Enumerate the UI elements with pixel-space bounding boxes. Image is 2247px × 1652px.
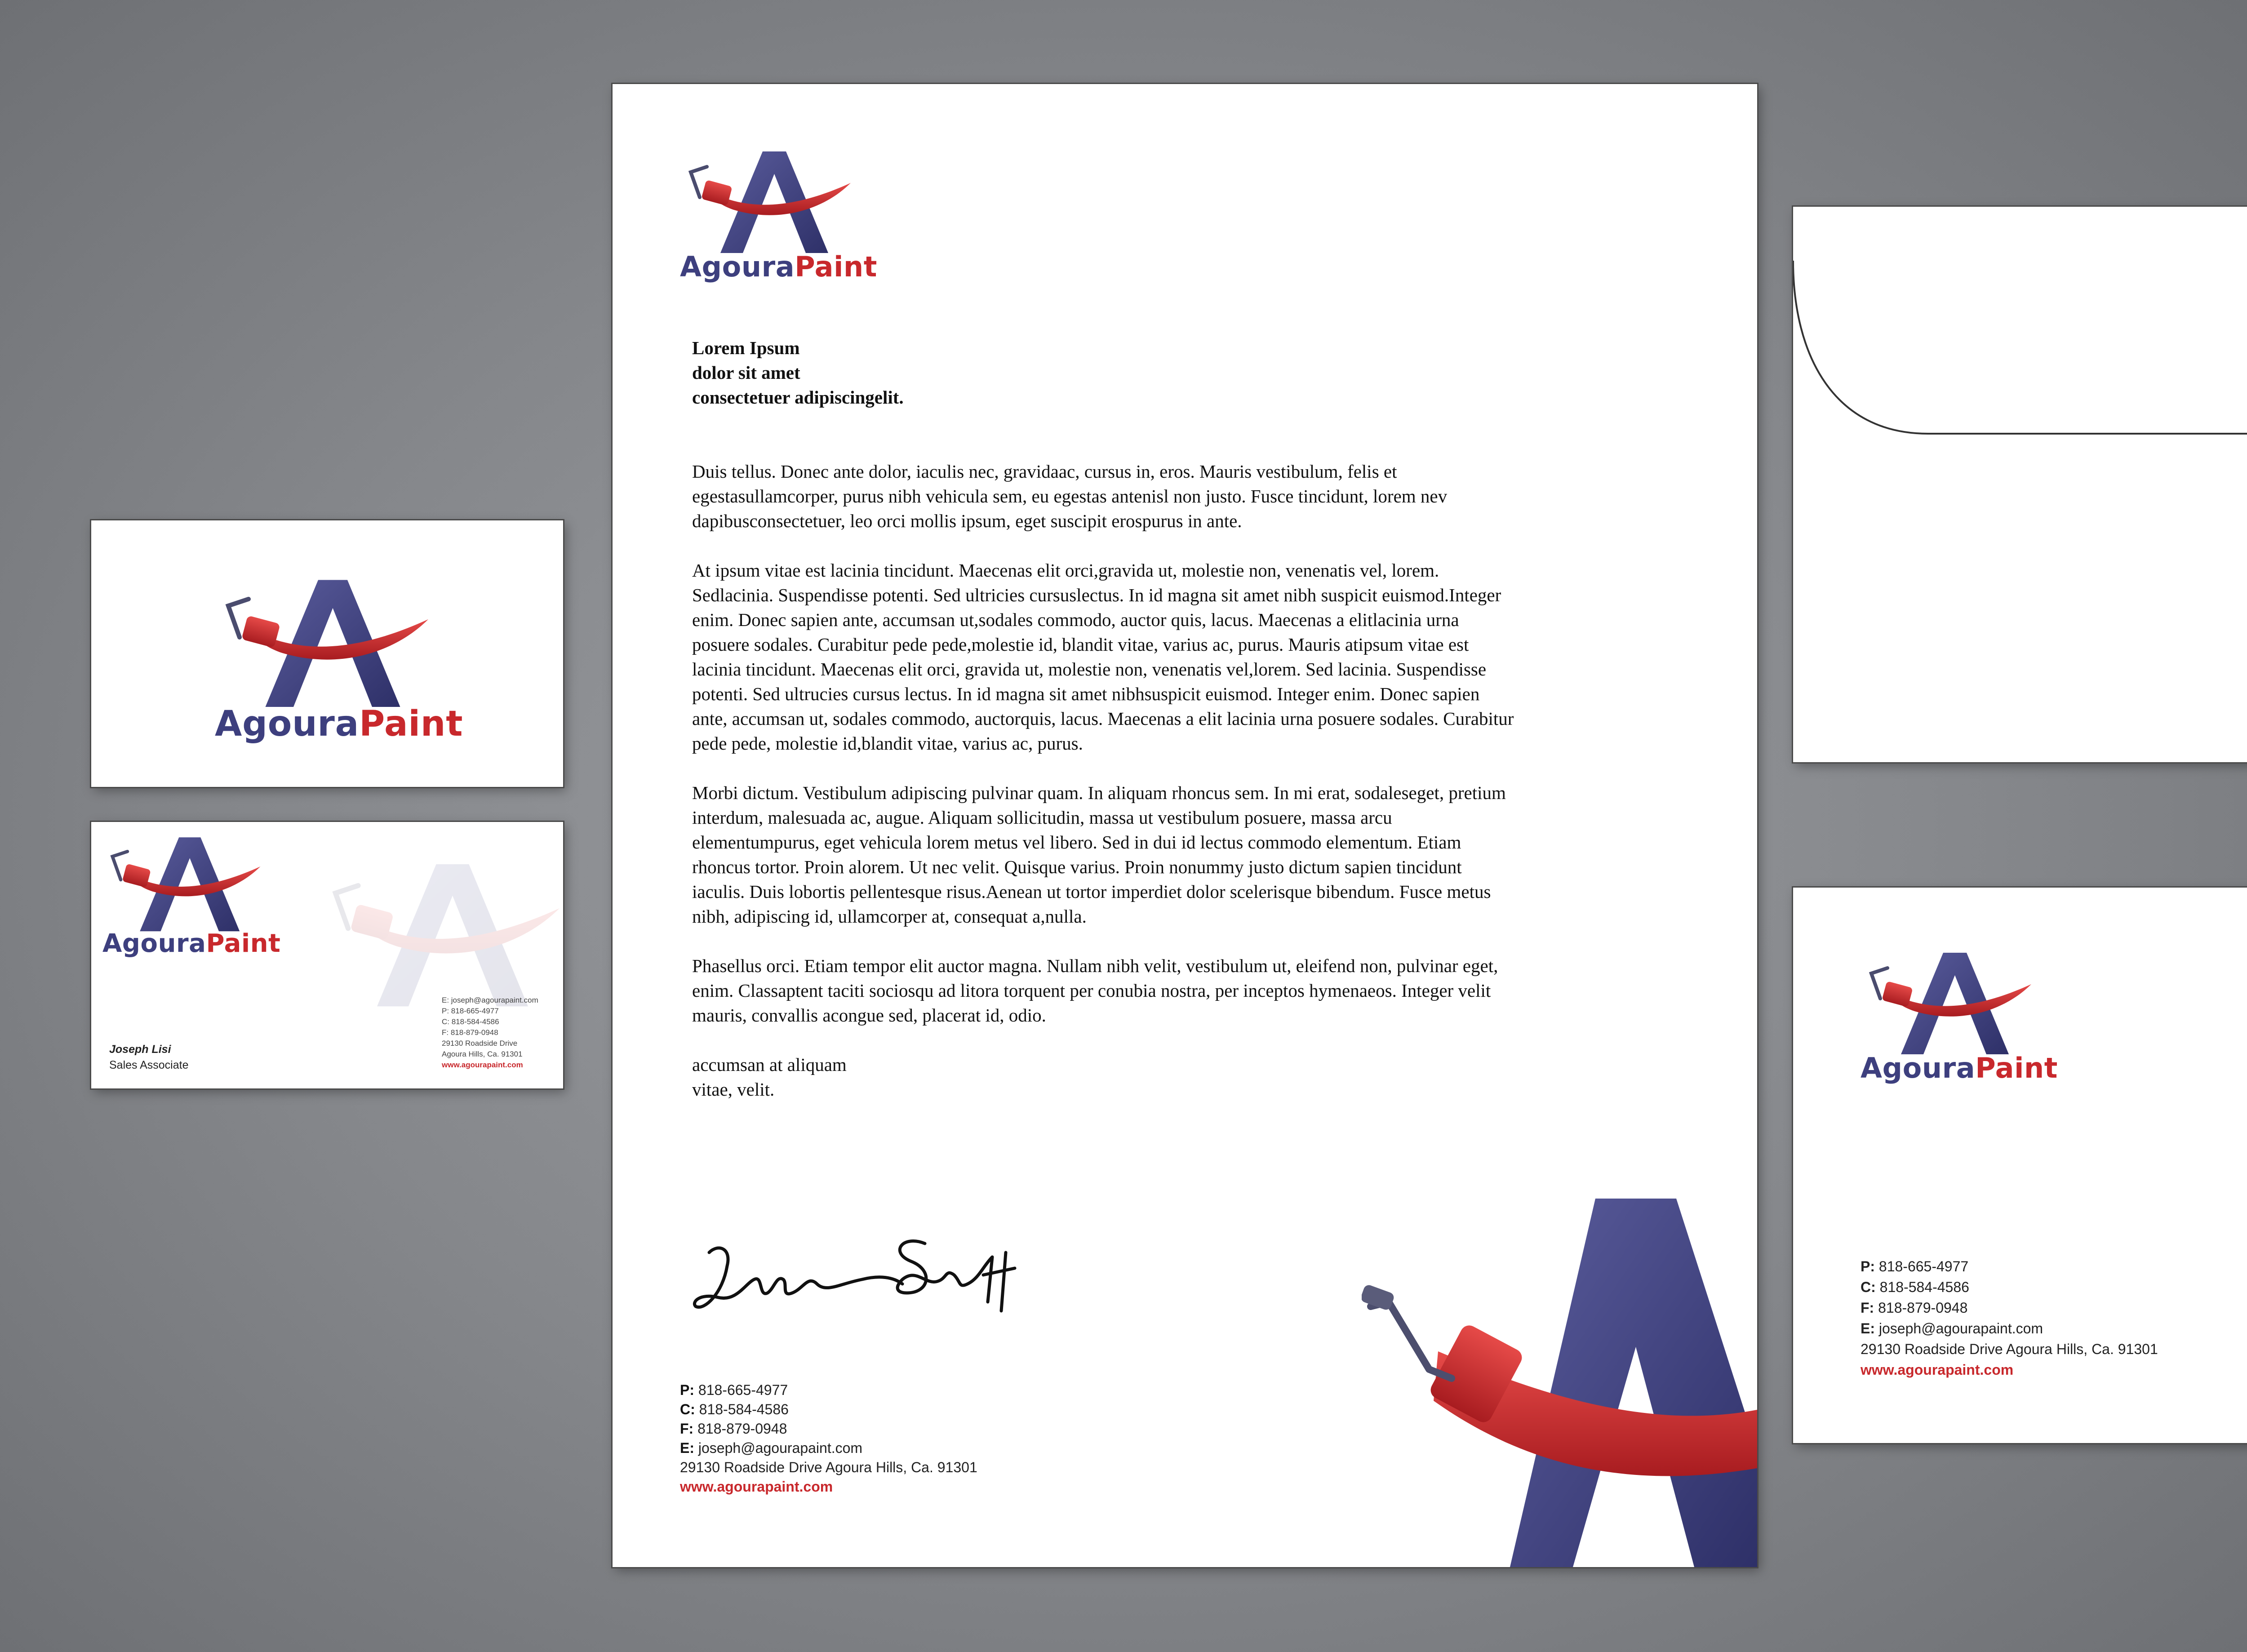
card-email: E: joseph@agourapaint.com [442,996,538,1004]
letterhead-page [613,84,1757,1567]
logo-wordmark: AgouraPaint [102,929,281,958]
paint-roller-a-logo-icon [1861,948,2040,1056]
business-card-front [91,520,563,787]
letter-paragraph: Duis tellus. Donec ante dolor, iaculis nec, gravidaac, cursus in, eros. Mauris vestibulum, felis et egestasullamcorper, purus nibh vehicula sem, eu egestas antenisl non justo. Fusce tincidunt, lorem nev dapibusconsectetuer, leo orci mollis ipsum, eget suscipit erospurus in ante. [692,461,1448,531]
letter-fax: F: 818-879-0948 [680,1421,787,1437]
envelope-flap-outline [1793,207,2247,762]
letter-phone: P: 818-665-4977 [680,1382,788,1398]
envelope-contact-block [1861,1256,2158,1380]
agoura-paint-logo [680,147,877,283]
card-address-line1: 29130 Roadside Drive [442,1039,518,1048]
letter-body [692,336,1519,1102]
logo-wordmark: AgouraPaint [680,250,877,283]
letter-contact-block [680,1381,977,1497]
letter-paragraph: Morbi dictum. Vestibulum adipiscing pulvinar quam. In aliquam rhoncus sem. In mi erat, sodaleseget, pretium interdum, malesuada ac, augue. Aliquam sollicitudin, massa ut vestibulum posuere, massa arcu elementumpurus, eget vehicula lorem metus vel libero. Sed in dui id lectus commodo elementum. Etiam rhoncus tortor. Proin alorem. Ut nec velit. Quisque varius. Proin nonummy justo dictum sapien tincidunt iaculis. Duis lobortis pellentesque risus.Aenean ut tortor imperdiet dolor scelerisque bibendum. Fusce metus nibh, adipiscing id, ullamcorper at, consequat a,nulla. [692,782,1506,927]
envelope-phone: P: 818-665-4977 [1861,1258,1969,1275]
letter-website: www.agourapaint.com [680,1479,833,1495]
letter-paragraph: At ipsum vitae est lacinia tincidunt. Maecenas elit orci,gravida ut, molestie non, venenatis vel, lorem. Sedlacinia. Suspendisse potenti. Sed ultricies cursuslectus. In id magna sit amet nibh suspicit euismod.Integer enim. Donec sapien ante, accumsan ut,sodales commodo, auctor quis, lacus. Maecenas a elitlacinia urna posuere sodales. Curabitur pede pede,molestie id, blandit vitae, varius ac, purus. Mauris atipsum vitae est lacinia tincidunt. Maecenas elit orci, gravida ut, molestie non, venenatis vel,lorem. Sed lacinia. Suspendisse potenti. Sed ultrucies cursus lectus. In id magna sit amet nibhsuspicit euismod. Integer enim. Donec sapien ante, accumsan ut, sodales commodo, auctorquis, lacus. Maecenas a elit lacinia urna posuere sodales. Curabitur pede pede, molestie id,blandit vitae, varius ac, purus. [692,560,1514,754]
letter-address: 29130 Roadside Drive Agoura Hills, Ca. 91301 [680,1459,977,1475]
envelope-back [1793,207,2247,762]
envelope-address: 29130 Roadside Drive Agoura Hills, Ca. 91301 [1861,1341,2158,1357]
business-card-back [91,822,563,1088]
handwritten-signature [691,1226,1060,1329]
watermark-logo-icon [320,858,563,1009]
agoura-paint-logo [1861,948,2058,1084]
paint-roller-a-logo-icon [102,833,269,933]
letter-heading: Lorem Ipsum dolor sit amet consectetuer adipiscingelit. [692,338,904,408]
logo-wordmark: AgouraPaint [1861,1052,2058,1084]
card-fax: F: 818-879-0948 [442,1028,498,1037]
card-cell: C: 818-584-4586 [442,1017,499,1026]
letter-cell: C: 818-584-4586 [680,1401,789,1417]
card-phone: P: 818-665-4977 [442,1007,499,1015]
card-website: www.agourapaint.com [442,1061,523,1069]
card-person [109,1043,189,1072]
card-address-line2: Agoura Hills, Ca. 91301 [442,1050,523,1058]
envelope-fax: F: 818-879-0948 [1861,1300,1968,1316]
letter-paragraph: Phasellus orci. Etiam tempor elit auctor magna. Nullam nibh velit, vestibulum ut, eleifend non, pulvinar eget, enim. Classaptent taciti sociosqu ad litora torquent per conubia nostra, per inceptos hymenaeos. Integer velit mauris, convallis acongue sed, placerat id, odio. [692,955,1498,1026]
envelope-cell: C: 818-584-4586 [1861,1279,1969,1295]
envelope-front [1793,888,2247,1443]
card-contact-block [442,995,538,1070]
paint-roller-art-icon [1362,1199,1757,1567]
paint-roller-a-logo-icon [680,147,860,255]
paint-roller-a-logo-icon [215,574,440,709]
envelope-website: www.agourapaint.com [1861,1362,2014,1378]
logo-wordmark: AgouraPaint [215,704,463,744]
envelope-email: E: joseph@agourapaint.com [1861,1320,2043,1337]
agoura-paint-logo [102,833,281,958]
person-name: Joseph Lisi [109,1043,171,1056]
person-title: Sales Associate [109,1059,189,1071]
agoura-paint-logo [215,574,463,744]
letter-email: E: joseph@agourapaint.com [680,1440,863,1456]
letter-closing: accumsan at aliquam vitae, velit. [692,1054,847,1100]
